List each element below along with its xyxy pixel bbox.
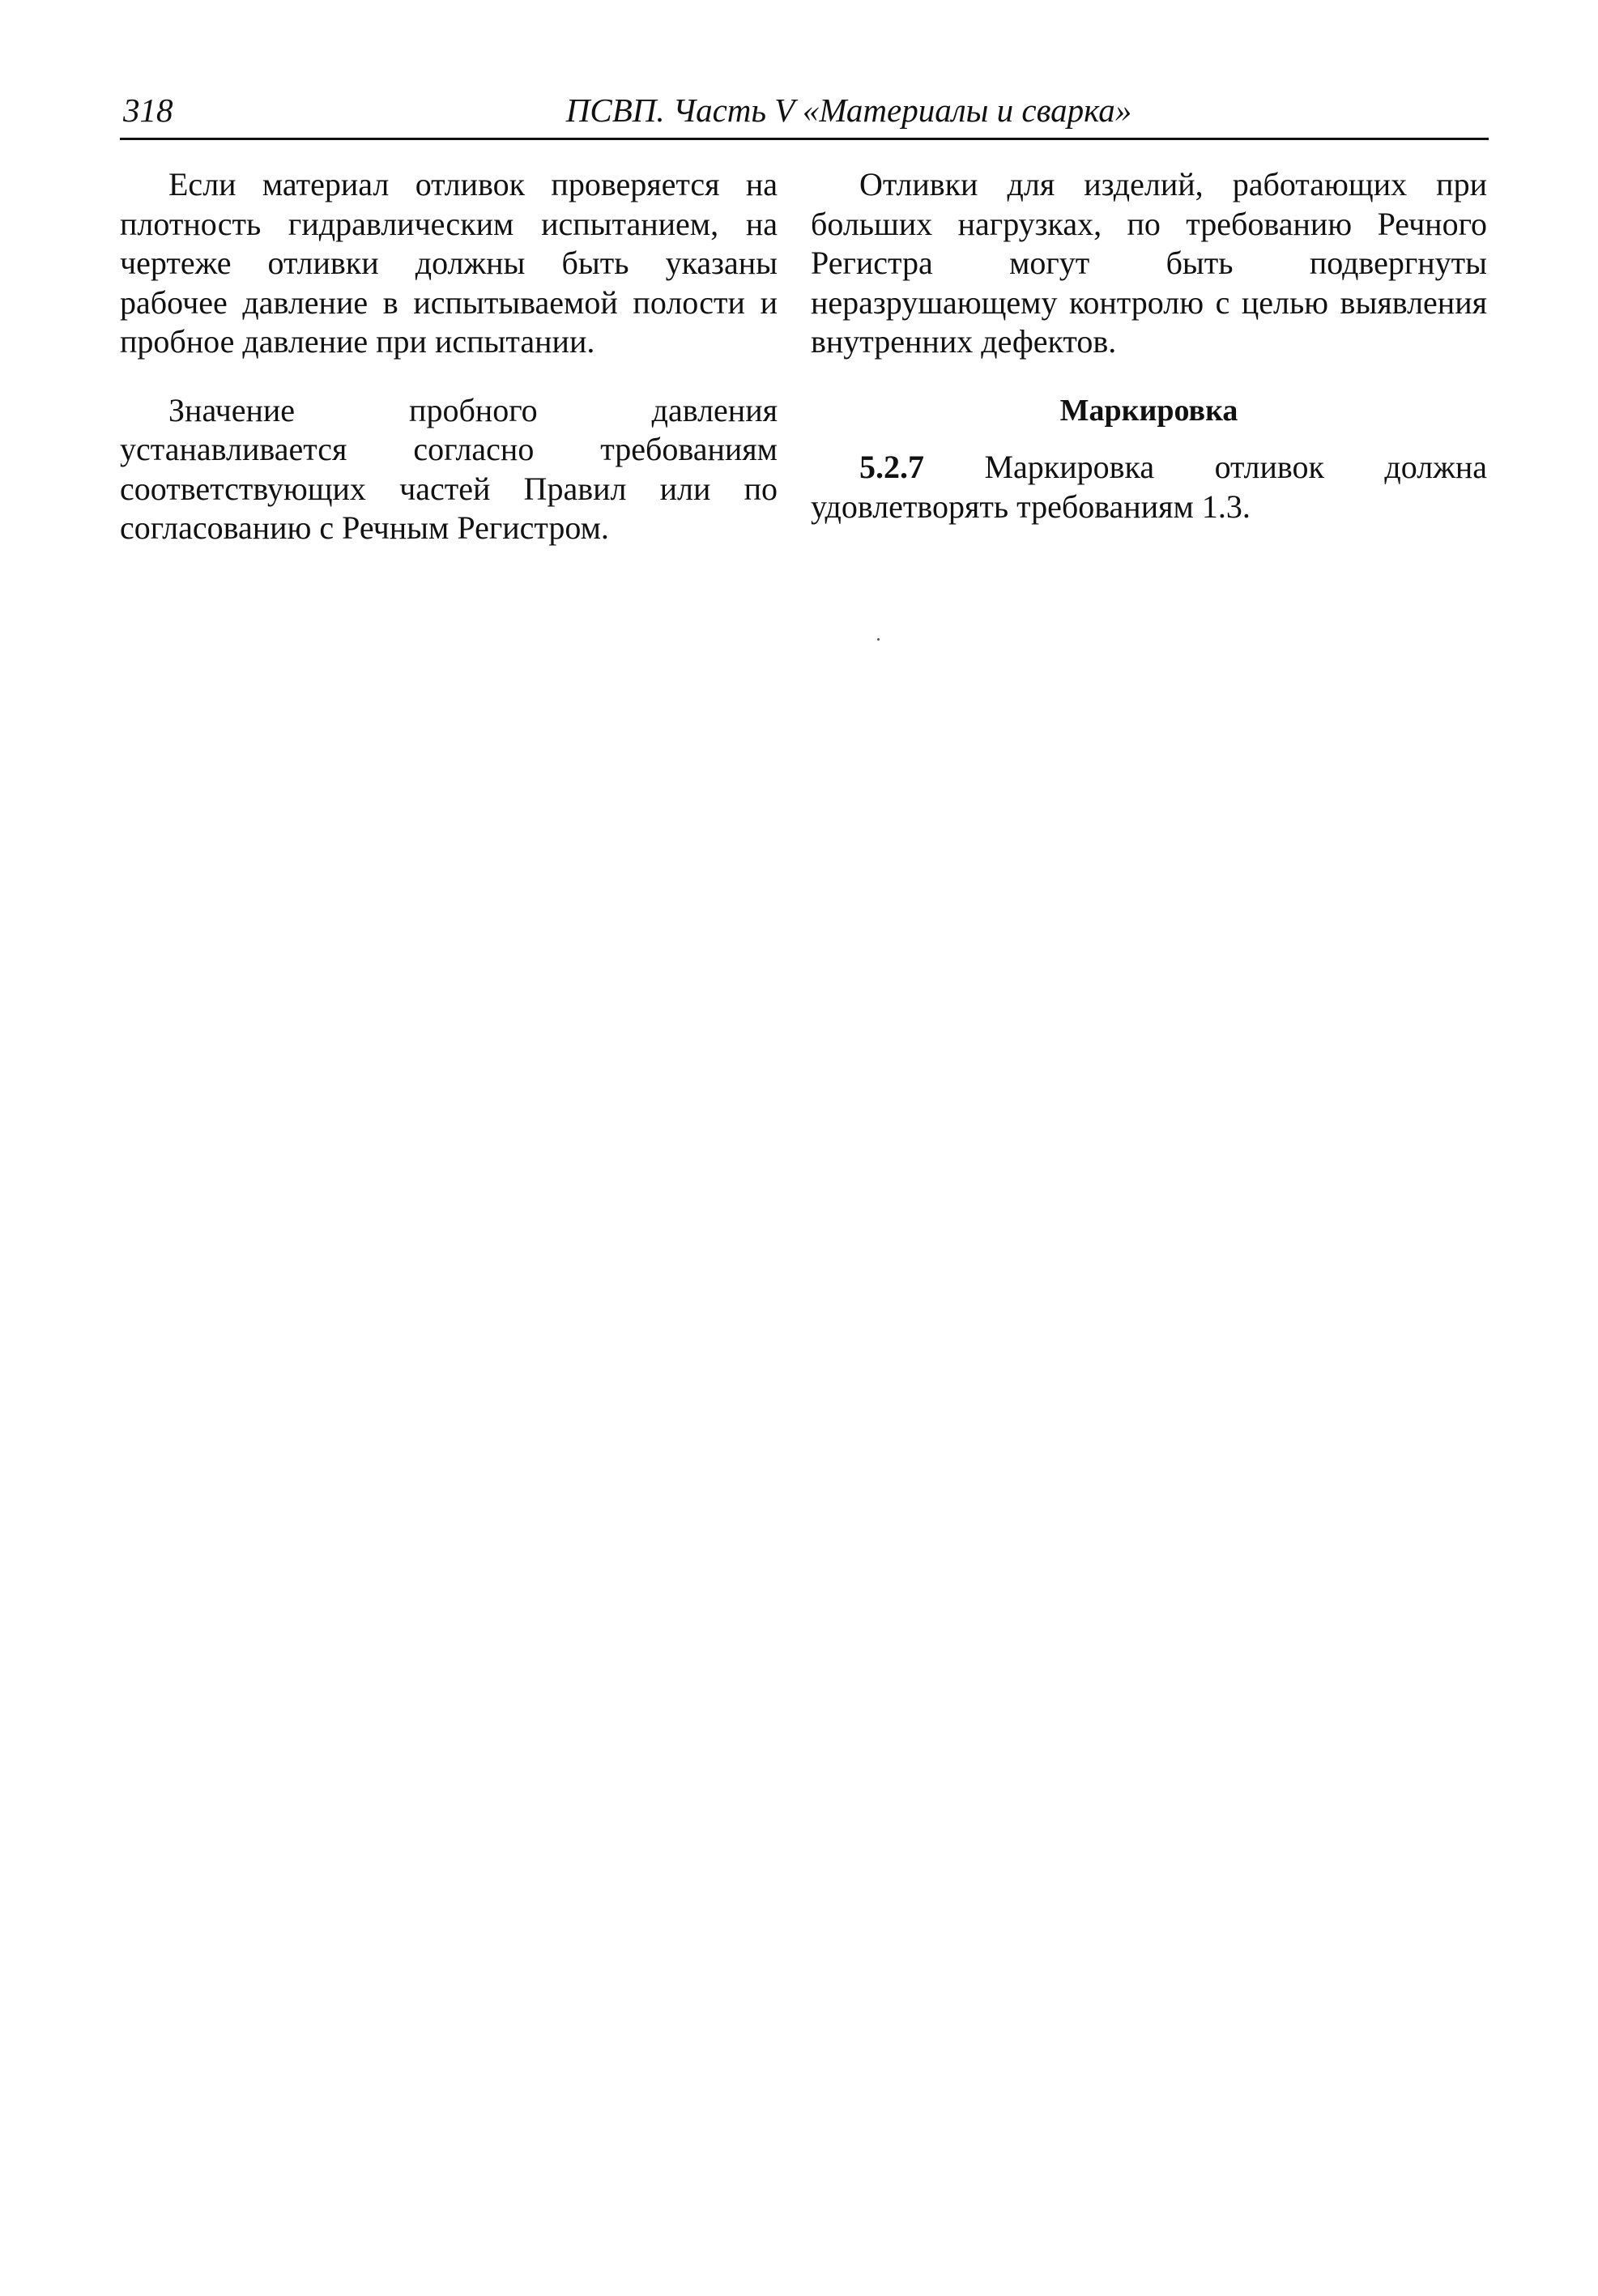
section-heading: Маркировка <box>1059 393 1238 428</box>
page-number: 318 <box>123 92 173 129</box>
scan-speck <box>877 638 880 641</box>
left-column <box>120 165 778 577</box>
right-column <box>811 165 1487 556</box>
paragraph: Значение пробного давления устанавливается согласно требованиям соответствующих частей Правил или по согласованию с Речным Регистром. <box>120 391 778 546</box>
paragraph: Если материал отливок проверяется на плотность гидравлическим испытанием, на чертеже отливки должны быть указаны рабочее давление в испытываемой полости и пробное давление при испытании. <box>120 166 778 360</box>
page-header <box>120 87 1489 140</box>
item-text: Маркировка отливок должна удовлетворять требованиям 1.3. <box>811 449 1487 525</box>
numbered-item <box>811 448 1487 526</box>
running-title: ПСВП. Часть V «Материалы и сварка» <box>565 92 1132 129</box>
paragraph: Отливки для изделий, работающих при больших нагрузках, по требованию Речного Регистра могут быть подвергнуты неразрушающему контролю с целью выявления внутренних дефектов. <box>811 166 1487 360</box>
item-number: 5.2.7 <box>859 449 924 485</box>
